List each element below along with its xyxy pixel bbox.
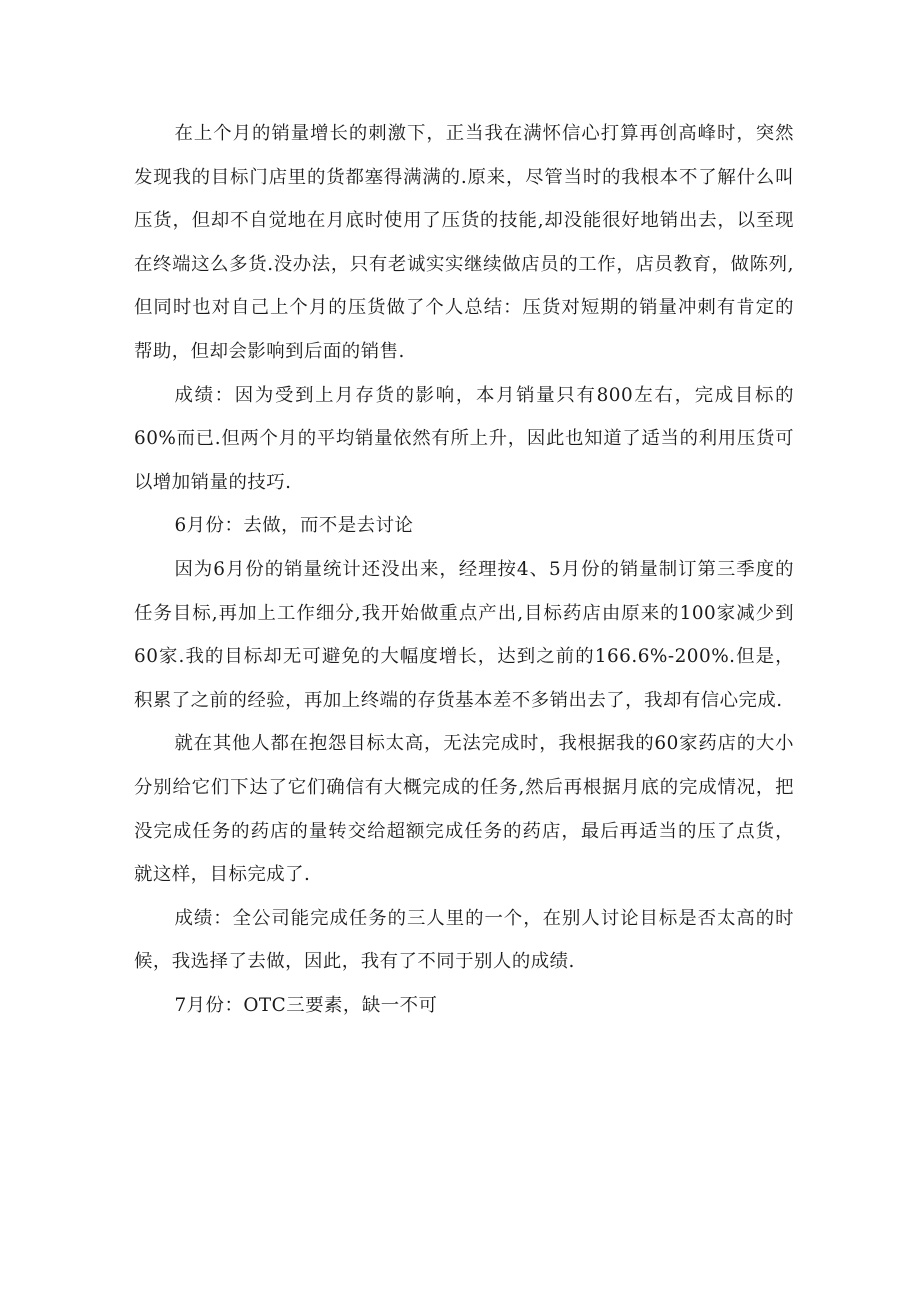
heading-july: 7月份：OTC三要素，缺一不可 (174, 994, 438, 1016)
document-body (134, 112, 794, 1027)
paragraph-may-result: 成绩：因为受到上月存货的影响，本月销量只有800左右，完成目标的60%而已.但两个月的平均销量依然有所上升，因此也知道了适当的利用压货可以增加销量的技巧. (134, 384, 794, 493)
paragraph-june-result: 成绩：全公司能完成任务的三人里的一个，在别人讨论目标是否太高的时候，我选择了去做，因此，我有了不同于别人的成绩. (134, 907, 794, 973)
paragraph-may-overstock: 在上个月的销量增长的刺激下，正当我在满怀信心打算再创高峰时，突然发现我的目标门店里的货都塞得满满的.原来，尽管当时的我根本不了解什么叫压货，但却不自觉地在月底时使用了压货的技能,却没能很好地销出去，以至现在终端这么多货.没办法，只有老诚实实继续做店员的工作，店员教育，做陈列,但同时也对自己上个月的压货做了个人总结：压货对短期的销量冲刺有肯定的帮助，但却会影响到后面的销售. (134, 123, 794, 362)
paragraph-june-targets: 因为6月份的销量统计还没出来，经理按4、5月份的销量制订第三季度的任务目标,再加上工作细分,我开始做重点产出,目标药店由原来的100家减少到60家.我的目标却无可避免的大幅度增长，达到之前的166.6%-200%.但是，积累了之前的经验，再加上终端的存货基本差不多销出去了，我却有信心完成. (134, 558, 794, 711)
paragraph-june-action: 就在其他人都在抱怨目标太高，无法完成时，我根据我的60家药店的大小分别给它们下达了它们确信有大概完成的任务,然后再根据月底的完成情况，把没完成任务的药店的量转交给超额完成任务的药店，最后再适当的压了点货，就这样，目标完成了. (134, 733, 794, 886)
heading-june: 6月份：去做，而不是去讨论 (174, 515, 414, 537)
